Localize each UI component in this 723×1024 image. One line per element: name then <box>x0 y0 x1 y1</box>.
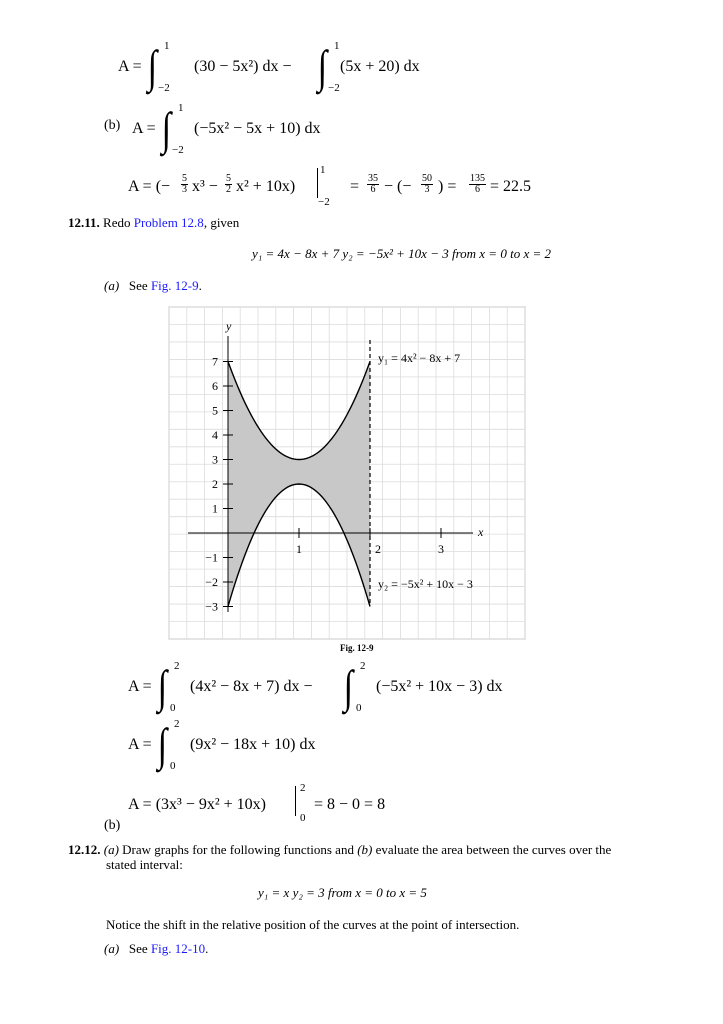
integral-upper-limit: 2 <box>174 718 180 730</box>
eq-part: x² + 10x) <box>236 178 296 195</box>
part-text: See <box>128 278 148 293</box>
y-tick-label: −2 <box>205 575 218 589</box>
problem-text: evaluate the area between the curves over the <box>375 842 612 857</box>
part-label: (b) <box>357 842 373 857</box>
eq-lhs: A = <box>128 736 152 753</box>
problem-text: Draw graphs for the following functions and <box>122 842 354 857</box>
given-functions: y₁ = 4x − 8x + 7 y₂ = −5x² + 10x − 3 from x = 0 to x = 2 <box>252 246 551 261</box>
x-axis-label: x <box>478 525 484 539</box>
integral-upper-limit: 1 <box>334 40 340 52</box>
eval-upper-limit: 2 <box>300 782 306 794</box>
y-tick-label: 7 <box>212 354 218 369</box>
fig-12-9-link[interactable]: Fig. 12-9 <box>150 278 199 293</box>
integral-sign: ∫ <box>161 103 172 154</box>
part-label: (a) <box>103 842 119 857</box>
eq-part: x³ − <box>192 178 218 195</box>
figure-12-9 <box>168 306 526 640</box>
given-functions: y₁ = x y₂ = 3 from x = 0 to x = 5 <box>258 885 427 900</box>
evaluation-bar <box>295 786 296 816</box>
problem-text: , given <box>203 215 240 230</box>
y-tick-label: 6 <box>212 379 218 393</box>
eq-part: = <box>350 178 360 195</box>
eq-part: A = (− <box>128 178 171 195</box>
part-label: (b) <box>104 118 121 133</box>
integral-upper-limit: 1 <box>178 102 184 114</box>
curve-y1-label: y₁ = 4x² − 8x + 7 <box>378 351 461 365</box>
part-label: (a) <box>104 941 120 956</box>
y-tick-label: 2 <box>212 477 218 491</box>
fig-12-10-link[interactable]: Fig. 12-10 <box>150 941 206 956</box>
x-tick-label: 3 <box>438 542 444 556</box>
problem-12-12-heading <box>68 842 611 858</box>
integral-lower-limit: 0 <box>170 702 176 714</box>
eval-lower-limit: −2 <box>318 196 330 208</box>
eq-part: − (− <box>384 178 412 195</box>
integrand: (−5x² − 5x + 10) dx <box>194 120 321 137</box>
eq-lhs: A = <box>128 678 152 695</box>
y-tick-label: 4 <box>212 428 218 442</box>
problem-number: 12.11. <box>68 215 100 230</box>
integrand: (4x² − 8x + 7) dx − <box>190 678 313 695</box>
eq-part: ) = <box>438 178 457 195</box>
fraction: $\frac{5}{2}$ <box>226 173 231 195</box>
fraction: $\frac{35}{6}$ <box>368 173 378 195</box>
integral-lower-limit: −2 <box>328 82 340 94</box>
problem-12-11-heading <box>68 215 239 231</box>
fraction: $\frac{5}{3}$ <box>182 173 187 195</box>
integrand: (30 − 5x²) dx − <box>194 58 292 75</box>
part-a-line: (a) See Fig. 12-9. <box>104 278 202 293</box>
part-label: (a) <box>104 278 120 293</box>
problem-number: 12.12. <box>68 842 101 857</box>
integral-lower-limit: −2 <box>172 144 184 156</box>
y-tick-label: −1 <box>205 550 218 565</box>
eq-part: = 22.5 <box>490 178 532 195</box>
y-tick-label: 3 <box>212 452 218 467</box>
integral-sign: ∫ <box>147 41 158 92</box>
y-axis-label: y <box>226 319 232 333</box>
integral-sign: ∫ <box>317 41 328 92</box>
x-tick-label: 1 <box>296 542 302 556</box>
integral-sign: ∫ <box>157 661 168 712</box>
evaluation-bar <box>317 168 318 198</box>
x-tick-label: 2 <box>375 542 381 556</box>
problem-text-continued: stated interval: <box>106 857 183 872</box>
integrand: (−5x² + 10x − 3) dx <box>376 678 503 695</box>
integral-sign: ∫ <box>343 661 354 712</box>
part-text: See <box>128 941 148 956</box>
y-tick-label: −3 <box>205 599 218 614</box>
integrand: (9x² − 18x + 10) dx <box>190 736 316 753</box>
notice-text: Notice the shift in the relative position of the curves at the point of intersection. <box>106 917 520 932</box>
integral-upper-limit: 2 <box>360 660 366 672</box>
eval-lower-limit: 0 <box>300 812 306 824</box>
curve-y2-label: y₂ = −5x² + 10x − 3 <box>378 577 473 591</box>
integral-upper-limit: 1 <box>164 40 170 52</box>
y-tick-label: 5 <box>212 403 218 418</box>
eq-lhs: A = <box>132 120 156 137</box>
part-a-line: (a) See Fig. 12-10. <box>104 941 209 956</box>
problem-text: Redo <box>103 215 131 230</box>
integral-lower-limit: −2 <box>158 82 170 94</box>
eq-lhs: A = <box>118 58 142 75</box>
eq-part: A = (3x³ − 9x² + 10x) <box>128 796 266 813</box>
integral-upper-limit: 2 <box>174 660 180 672</box>
fraction: $\frac{50}{3}$ <box>422 173 432 195</box>
integral-lower-limit: 0 <box>356 702 362 714</box>
y-tick-label: 1 <box>212 501 218 516</box>
fraction: $\frac{135}{6}$ <box>470 173 485 195</box>
integral-sign: ∫ <box>157 719 168 770</box>
figure-caption: Fig. 12-9 <box>340 643 374 653</box>
eq-part: = 8 − 0 = 8 <box>314 796 386 813</box>
integral-lower-limit: 0 <box>170 760 176 772</box>
problem-12-8-link[interactable]: Problem 12.8 <box>133 215 204 230</box>
eval-upper-limit: 1 <box>320 164 326 176</box>
part-label: (b) <box>104 818 121 833</box>
integrand: (5x + 20) dx <box>340 58 420 75</box>
